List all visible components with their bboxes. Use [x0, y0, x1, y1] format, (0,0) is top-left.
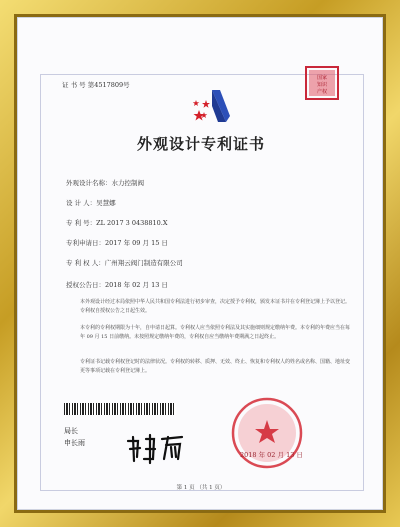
red-seal-stamp-icon [304, 65, 340, 101]
director-signature [124, 431, 188, 465]
director-name-label: 申长雨 [64, 439, 85, 447]
filing-date: 专利申请日：2017 年 09 月 15 日 [66, 239, 168, 247]
body-paragraph-1: 本外观设计经过本局依照中华人民共和国专利法进行初步审查，决定授予专利权，颁发本证书并在专利登记簿上予以登记。专利权自授权公告之日起生效。 [80, 299, 351, 314]
designer: 设 计 人：吴慧娜 [66, 199, 116, 207]
patent-office-emblem-icon [190, 86, 234, 126]
certificate-title: 外观设计专利证书 [136, 135, 265, 153]
body-paragraph-3: 专利证书记载专利权登记时的法律状况。专利权的转移、质押、无效、终止、恢复和专利权人的姓名或名称、国籍、地址变更等事项记载在专利登记簿上。 [80, 359, 351, 374]
body-paragraph-2: 本专利的专利权期限为十年，自申请日起算。专利权人应当依照专利法及其实施细则规定缴纳年费。本专利的年费应当在每年 09 月 15 日前缴纳。未按照规定缴纳年费的，专利权自应当缴纳年费期满之日起终止。 [80, 325, 351, 340]
page-footer: 第 1 页 （共 1 页） [176, 485, 226, 491]
certificate-number: 证 书 号 第4517809号 [62, 81, 130, 89]
patent-number: 专 利 号：ZL 2017 3 0438810.X [66, 219, 168, 227]
barcode [64, 403, 176, 415]
patentee: 专 利 权 人：广州翔云阀门制造有限公司 [66, 259, 183, 267]
stamp-date: 2018 年 02 月 13 日 [240, 451, 303, 459]
certificate [17, 17, 383, 510]
director-label: 局长 [64, 427, 78, 435]
svg-text:产权: 产权 [316, 89, 328, 95]
svg-text:国家: 国家 [316, 75, 328, 81]
svg-text:知识: 知识 [316, 82, 328, 88]
grant-date: 授权公告日：2018 年 02 月 13 日 [66, 281, 168, 289]
design-name: 外观设计名称：水力控制阀 [66, 179, 144, 187]
